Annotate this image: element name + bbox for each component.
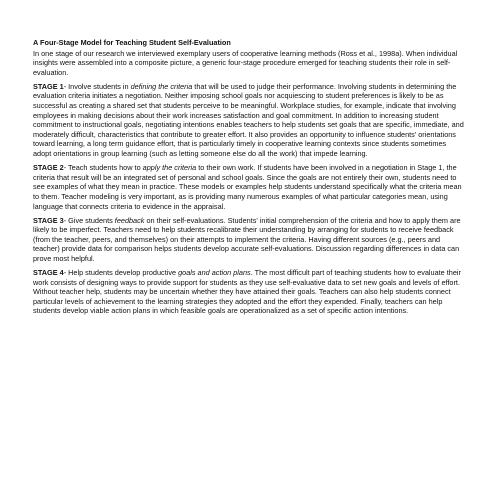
intro-paragraph: In one stage of our research we interviewed exemplary users of cooperative learning methods (Ross et al., 1998a). When individual insights were assembled into a composite picture, a generic four-stage procedure emerged for teaching students their role in self-evaluation. xyxy=(33,48,458,77)
stage-2-label: STAGE 2 xyxy=(33,163,64,173)
stage-4-paragraph xyxy=(33,268,464,316)
stage-1-text-pre: - Involve students in xyxy=(63,81,131,91)
stage-2-text-pre: - Teach students how to xyxy=(63,163,143,173)
stage-4-text-post: . The most difficult part of teaching students how to evaluate their work consists of designing ways to provide support for students as they use self-evaluative data to set new goals and levels of effort. Without teacher help, students may be uncertain whether they have attained their goals. Teachers can also help students connect particular levels of achievement to the learning strategies they adopted and the effort they expended. Finally, teachers can help students develop viable action plans in which feasible goals are operationalized as a set of specific action intentions. xyxy=(33,268,461,316)
stage-1-label: STAGE 1 xyxy=(33,81,64,91)
stage-3-paragraph xyxy=(33,216,464,264)
stage-3-text-post: on their self-evaluations. Students' initial comprehension of the criteria and how to apply them are likely to be imperfect. Teachers need to help students recalibrate their understanding by arranging for students to receive feedback (from the teacher, peers, and themselves) on their attempts to implement the criteria. Having different sources (e.g., peers and teacher) provide data for comparison helps students develop accurate self-evaluations. Discussion regarding differences in data can prove most helpful. xyxy=(33,215,461,263)
stage-4-text-pre: - Help students develop productive xyxy=(63,268,179,278)
stage-1-paragraph xyxy=(33,82,464,159)
stage-2-text-post: to their own work. If students have been involved in a negotiation in Stage 1, the criteria that result will be an integrated set of personal and school goals. Since the goals are not entirely their own, students need to see examples of what they mean in practice. These models or examples help students understand specifically what the criteria mean to them. Teacher modeling is very important, as is providing many numerous examples of what particular categories mean, using language that connects criteria to evidence in the appraisal. xyxy=(33,163,462,211)
stage-1-emphasis: defining the criteria xyxy=(130,81,193,91)
stage-3-label: STAGE 3 xyxy=(33,215,64,225)
stage-2-paragraph xyxy=(33,163,464,211)
stage-3-emphasis: feedback xyxy=(114,215,145,225)
stage-4-label: STAGE 4 xyxy=(33,268,64,278)
stage-4-emphasis: goals and action plans xyxy=(178,268,251,278)
stage-2-emphasis: apply the criteria xyxy=(142,163,197,173)
stage-3-text-pre: - Give students xyxy=(63,215,115,225)
stage-1-text-post: that will be used to judge their performance. Involving students in determining the evaluation criteria initiates a negotiation. Neither imposing school goals nor acquiescing to student preferences is likely to be as successful as creating a shared set that students perceive to be meaningful. Workplace studies, for example, indicate that involving employees in making decisions about their work increases satisfaction and goal commitment. In addition to increasing student commitment to instructional goals, negotiating intentions enables teachers to help students set goals that are specific, immediate, and moderately difficult, characteristics that contribute to greater effort. It also provides an opportunity to influence students' orientations toward learning, a long term guidance effort, that is particularly timely in cooperative learning contexts since students sometimes adopt orientations in group learning (such as letting someone else do all the work) that impede learning. xyxy=(33,81,464,159)
document-title: A Four-Stage Model for Teaching Student Self-Evaluation xyxy=(33,38,231,47)
